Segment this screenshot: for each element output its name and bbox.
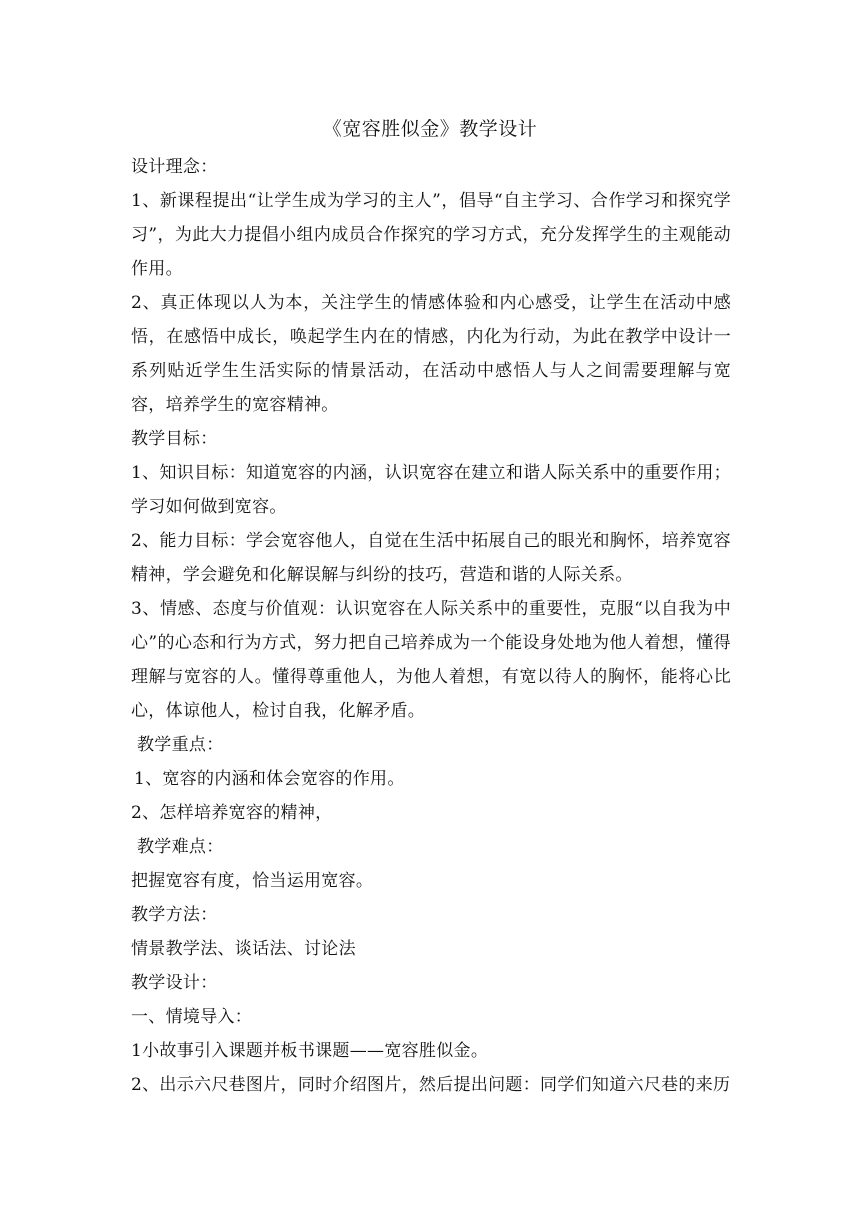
section-heading-difficulties: 教学难点： <box>137 837 224 857</box>
paragraph: 把握宽容有度，恰当运用宽容。 <box>131 871 374 891</box>
section-heading-methods: 教学方法： <box>131 905 218 925</box>
document-title: 《宽容胜似金》教学设计 <box>322 118 538 140</box>
paragraph: 2、真正体现以人为本，关注学生的情感体验和内心感受，让学生在活动中感悟，在感悟中成长，唤起学生内在的情感，内化为行动，为此在教学中设计一系列贴近学生生活实际的情景活动，在活动中感悟人与人之间需要理解与宽容，培养学生的宽容精神。 <box>131 293 731 415</box>
paragraph: 1小故事引入课题并板书课题——宽容胜似金。 <box>131 1041 489 1061</box>
paragraph: 3、情感、态度与价值观：认识宽容在人际关系中的重要性，克服“以自我为中心”的心态和行为方式，努力把自己培养成为一个能设身处地为他人着想，懂得理解与宽容的人。懂得尊重他人，为他人着想，有宽以待人的胸怀，能将心比心，体谅他人，检讨自我，化解矛盾。 <box>131 599 731 721</box>
paragraph: 1、知识目标：知道宽容的内涵，认识宽容在建立和谐人际关系中的重要作用；学习如何做到宽容。 <box>131 463 731 517</box>
paragraph: 2、出示六尺巷图片，同时介绍图片，然后提出问题：同学们知道六尺巷的来历 <box>131 1075 731 1095</box>
paragraph: 1、新课程提出“让学生成为学习的主人”，倡导“自主学习、合作学习和探究学习”，为此大力提倡小组内成员合作探究的学习方式，充分发挥学生的主观能动作用。 <box>131 191 731 279</box>
paragraph: 1、宽容的内涵和体会宽容的作用。 <box>134 769 405 789</box>
section-heading-key-points: 教学重点： <box>137 735 224 755</box>
paragraph: 2、怎样培养宽容的精神， <box>131 803 333 823</box>
paragraph: 2、能力目标：学会宽容他人，自觉在生活中拓展自己的眼光和胸怀，培养宽容精神，学会避免和化解误解与纠纷的技巧，营造和谐的人际关系。 <box>131 531 731 585</box>
section-heading-teaching-goals: 教学目标： <box>131 429 218 449</box>
section-heading-teaching-design: 教学设计： <box>131 973 218 993</box>
paragraph: 情景教学法、谈话法、讨论法 <box>131 939 356 959</box>
subsection-heading: 一、情境导入： <box>131 1007 253 1027</box>
document-body <box>131 150 731 1102</box>
section-heading-design-concept: 设计理念： <box>131 157 218 177</box>
